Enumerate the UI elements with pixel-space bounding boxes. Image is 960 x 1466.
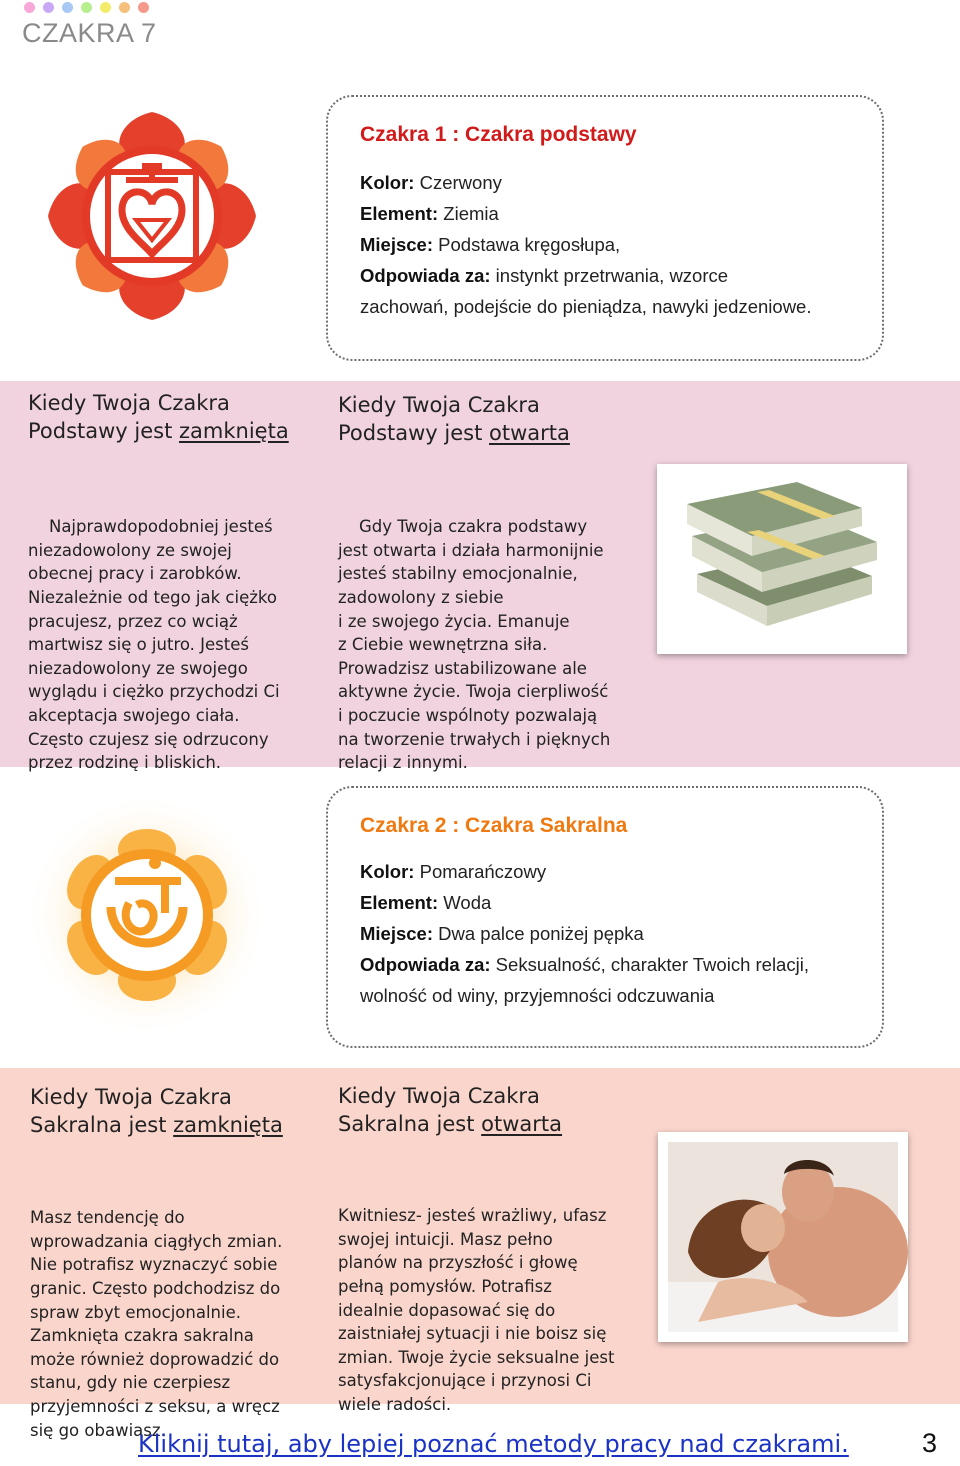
chakra2-responsible-row: Odpowiada za: Seksualność, charakter Twoich relacji,: [360, 954, 809, 975]
chakra2-responsible-row-2: wolność od winy, przyjemności odczuwania: [360, 985, 715, 1006]
root-chakra-icon: [44, 108, 260, 324]
chakra2-info-box: [326, 786, 884, 1048]
dot-1: [24, 2, 35, 13]
chakra1-info-box: [326, 95, 884, 361]
more-methods-link[interactable]: Kliknij tutaj, aby lepiej poznać metody pracy nad czakrami.: [138, 1430, 849, 1458]
chakra1-open-heading: Kiedy Twoja Czakra Podstawy jest otwarta: [338, 393, 570, 445]
dot-2: [43, 2, 54, 13]
couple-photo: [658, 1132, 908, 1342]
chakra2-element-row: Element: Woda: [360, 892, 492, 913]
dot-3: [62, 2, 73, 13]
chakra1-title: Czakra 1 : Czakra podstawy: [360, 123, 637, 146]
chakra1-place-row: Miejsce: Podstawa kręgosłupa,: [360, 234, 621, 255]
chakra1-element-row: Element: Ziemia: [360, 203, 499, 224]
chakra1-responsible-row-2: zachowań, podejście do pieniądza, nawyki jedzeniowe.: [360, 296, 812, 317]
sacral-chakra-icon: [24, 792, 270, 1038]
couple-image: [658, 1132, 908, 1342]
chakra1-open-text: Gdy Twoja czakra podstawy jest otwarta i działa harmonijnie jesteś stabilny emocjonalnie, zadowolony z siebie i ze swojego życia. Emanuje z Ciebie wewnętrzna siła. Prowadzisz ustabilizowane ale aktywne życie. Twoja cierpliwość i poczucie wspólnoty pozwalają na tworzenie trwałych i pięknych relacji z innymi.: [338, 517, 611, 773]
chakra2-open-heading: Kiedy Twoja Czakra Sakralna jest otwarta: [338, 1084, 563, 1136]
chakra2-properties: [360, 856, 862, 1011]
page-number: 3: [922, 1428, 938, 1458]
dot-7: [138, 2, 149, 13]
color-dots: [24, 2, 149, 13]
chakra2-closed-heading: Kiedy Twoja Czakra Sakralna jest zamknięta: [30, 1085, 283, 1137]
chakra1-color-row: Kolor: Czerwony: [360, 172, 502, 193]
chakra1-properties: [360, 167, 862, 322]
chakra2-open-text: Kwitniesz- jesteś wrażliwy, ufasz swojej intuicji. Masz pełno planów na przyszłość i głowę pełną pomysłów. Potrafisz idealnie dopasować się do zaistniałej sytuacji i nie boisz się zmian. Twoje życie seksualne jest satysfakcjonujące i przynosi Ci wiele radości.: [338, 1206, 615, 1414]
money-stack-image: [657, 464, 907, 654]
chakra2-color-row: Kolor: Pomarańczowy: [360, 861, 547, 882]
chakra1-closed-heading: Kiedy Twoja Czakra Podstawy jest zamknięta: [28, 391, 289, 443]
logo-text: CZAKRA 7: [22, 18, 157, 48]
dot-6: [119, 2, 130, 13]
chakra2-place-row: Miejsce: Dwa palce poniżej pępka: [360, 923, 644, 944]
dot-5: [100, 2, 111, 13]
chakra1-closed-text: Najprawdopodobniej jesteś niezadowolony ze swojej obecnej pracy i zarobków. Niezależnie od tego jak ciężko pracujesz, przez co wciąż martwisz się o jutro. Jesteś niezadowolony ze swojego wyglądu i ciężko przychodzi Ci akceptacja swojego ciała. Często czujesz się odrzucony przez rodzinę i bliskich.: [28, 517, 280, 773]
chakra2-title: Czakra 2 : Czakra Sakralna: [360, 814, 628, 837]
money-photo: [657, 464, 907, 654]
chakra2-closed-text: Masz tendencję do wprowadzania ciągłych zmian. Nie potrafisz wyznaczyć sobie granic. Często podchodzisz do spraw zbyt emocjonalnie. Zamknięta czakra sakralna może również doprowadzić do stanu, gdy nie czerpiesz przyjemności z seksu, a wręcz się go obawiasz.: [30, 1208, 283, 1440]
chakra1-responsible-row: Odpowiada za: instynkt przetrwania, wzorce: [360, 265, 729, 286]
dot-4: [81, 2, 92, 13]
